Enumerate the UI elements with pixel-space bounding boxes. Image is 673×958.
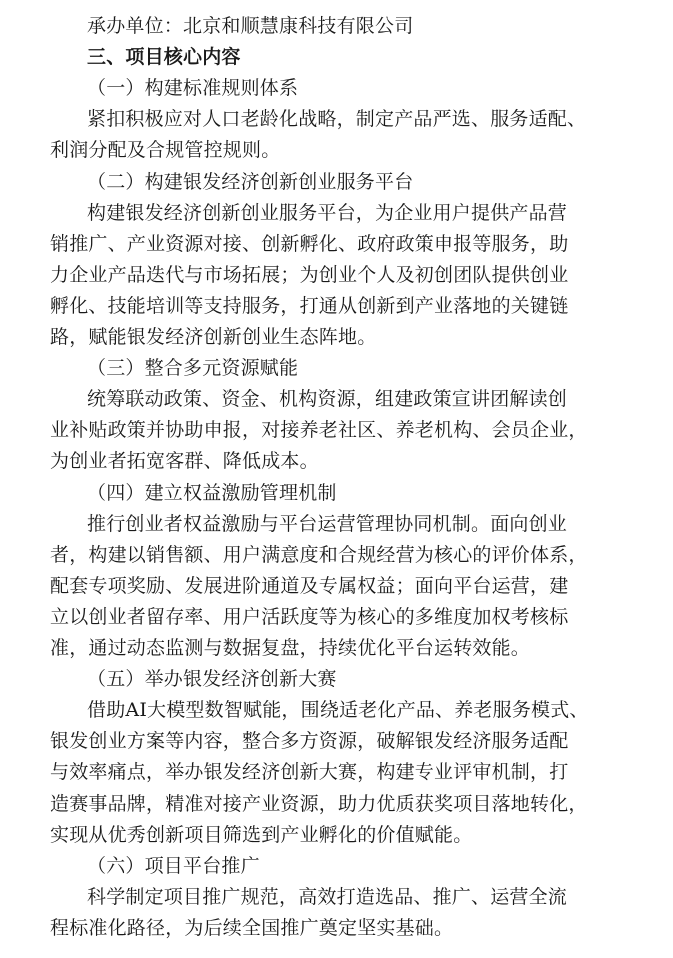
subsection-6-title: （六）项目平台推广 <box>87 854 260 877</box>
subsection-2-title: （二）构建银发经济创新创业服务平台 <box>87 170 414 193</box>
subsection-2-line-1: 构建银发经济创新创业服务平台，为企业用户提供产品营 <box>87 201 568 224</box>
subsection-1-line-2: 利润分配及合规管控规则。 <box>50 139 281 162</box>
subsection-5-line-2: 银发创业方案等内容，整合多方资源，破解银发经济服务适配 <box>50 730 569 753</box>
subsection-6-line-2: 程标准化路径，为后续全国推广奠定坚实基础。 <box>50 916 454 939</box>
subsection-4-line-2: 者，构建以销售额、用户满意度和合规经营为核心的评价体系， <box>50 543 588 566</box>
subsection-3-line-2: 业补贴政策并协助申报，对接养老社区、养老机构、会员企业， <box>50 419 588 442</box>
subsection-5-line-1: 借助AI大模型数智赋能，围绕适老化产品、养老服务模式、 <box>87 699 589 722</box>
subsection-1-line-1: 紧扣积极应对人口老龄化战略，制定产品严选、服务适配、 <box>87 108 587 131</box>
subsection-1-title: （一）构建标准规则体系 <box>87 77 299 100</box>
subsection-4-line-5: 准，通过动态监测与数据复盘，持续优化平台运转效能。 <box>50 637 531 659</box>
subsection-4-title: （四）建立权益激励管理机制 <box>87 481 337 504</box>
subsection-2-line-5: 路，赋能银发经济创新创业生态阵地。 <box>50 326 377 348</box>
subsection-6-line-1: 科学制定项目推广规范，高效打造选品、推广、运营全流 <box>87 885 568 908</box>
subsection-2-line-3: 力企业产品迭代与市场拓展；为创业个人及初创团队提供创业 <box>50 263 569 286</box>
subsection-4-line-1: 推行创业者权益激励与平台运营管理协同机制。面向创业 <box>87 512 568 535</box>
subsection-2-line-4: 孵化、技能培训等支持服务，打通从创新到产业落地的关键链 <box>50 294 569 317</box>
subsection-4-line-3: 配套专项奖励、发展进阶通道及专属权益；面向平台运营，建 <box>50 574 569 597</box>
subsection-3-line-3: 为创业者拓宽客群、降低成本。 <box>50 450 319 473</box>
organizer-line: 承办单位：北京和顺慧康科技有限公司 <box>87 15 414 37</box>
subsection-2-line-2: 销推广、产业资源对接、创新孵化、政府政策申报等服务，助 <box>50 232 569 255</box>
subsection-5-line-3: 与效率痛点，举办银发经济创新大赛，构建专业评审机制，打 <box>50 761 569 784</box>
subsection-5-line-5: 实现从优秀创新项目筛选到产业孵化的价值赋能。 <box>50 823 473 846</box>
section-title: 三、项目核心内容 <box>87 46 241 69</box>
subsection-4-line-4: 立以创业者留存率、用户活跃度等为核心的多维度加权考核标 <box>50 605 569 628</box>
subsection-5-line-4: 造赛事品牌，精准对接产业资源，助力优质获奖项目落地转化， <box>50 792 588 815</box>
subsection-3-title: （三）整合多元资源赋能 <box>87 357 299 380</box>
subsection-5-title: （五）举办银发经济创新大赛 <box>87 668 337 691</box>
subsection-3-line-1: 统筹联动政策、资金、机构资源，组建政策宣讲团解读创 <box>87 388 568 411</box>
